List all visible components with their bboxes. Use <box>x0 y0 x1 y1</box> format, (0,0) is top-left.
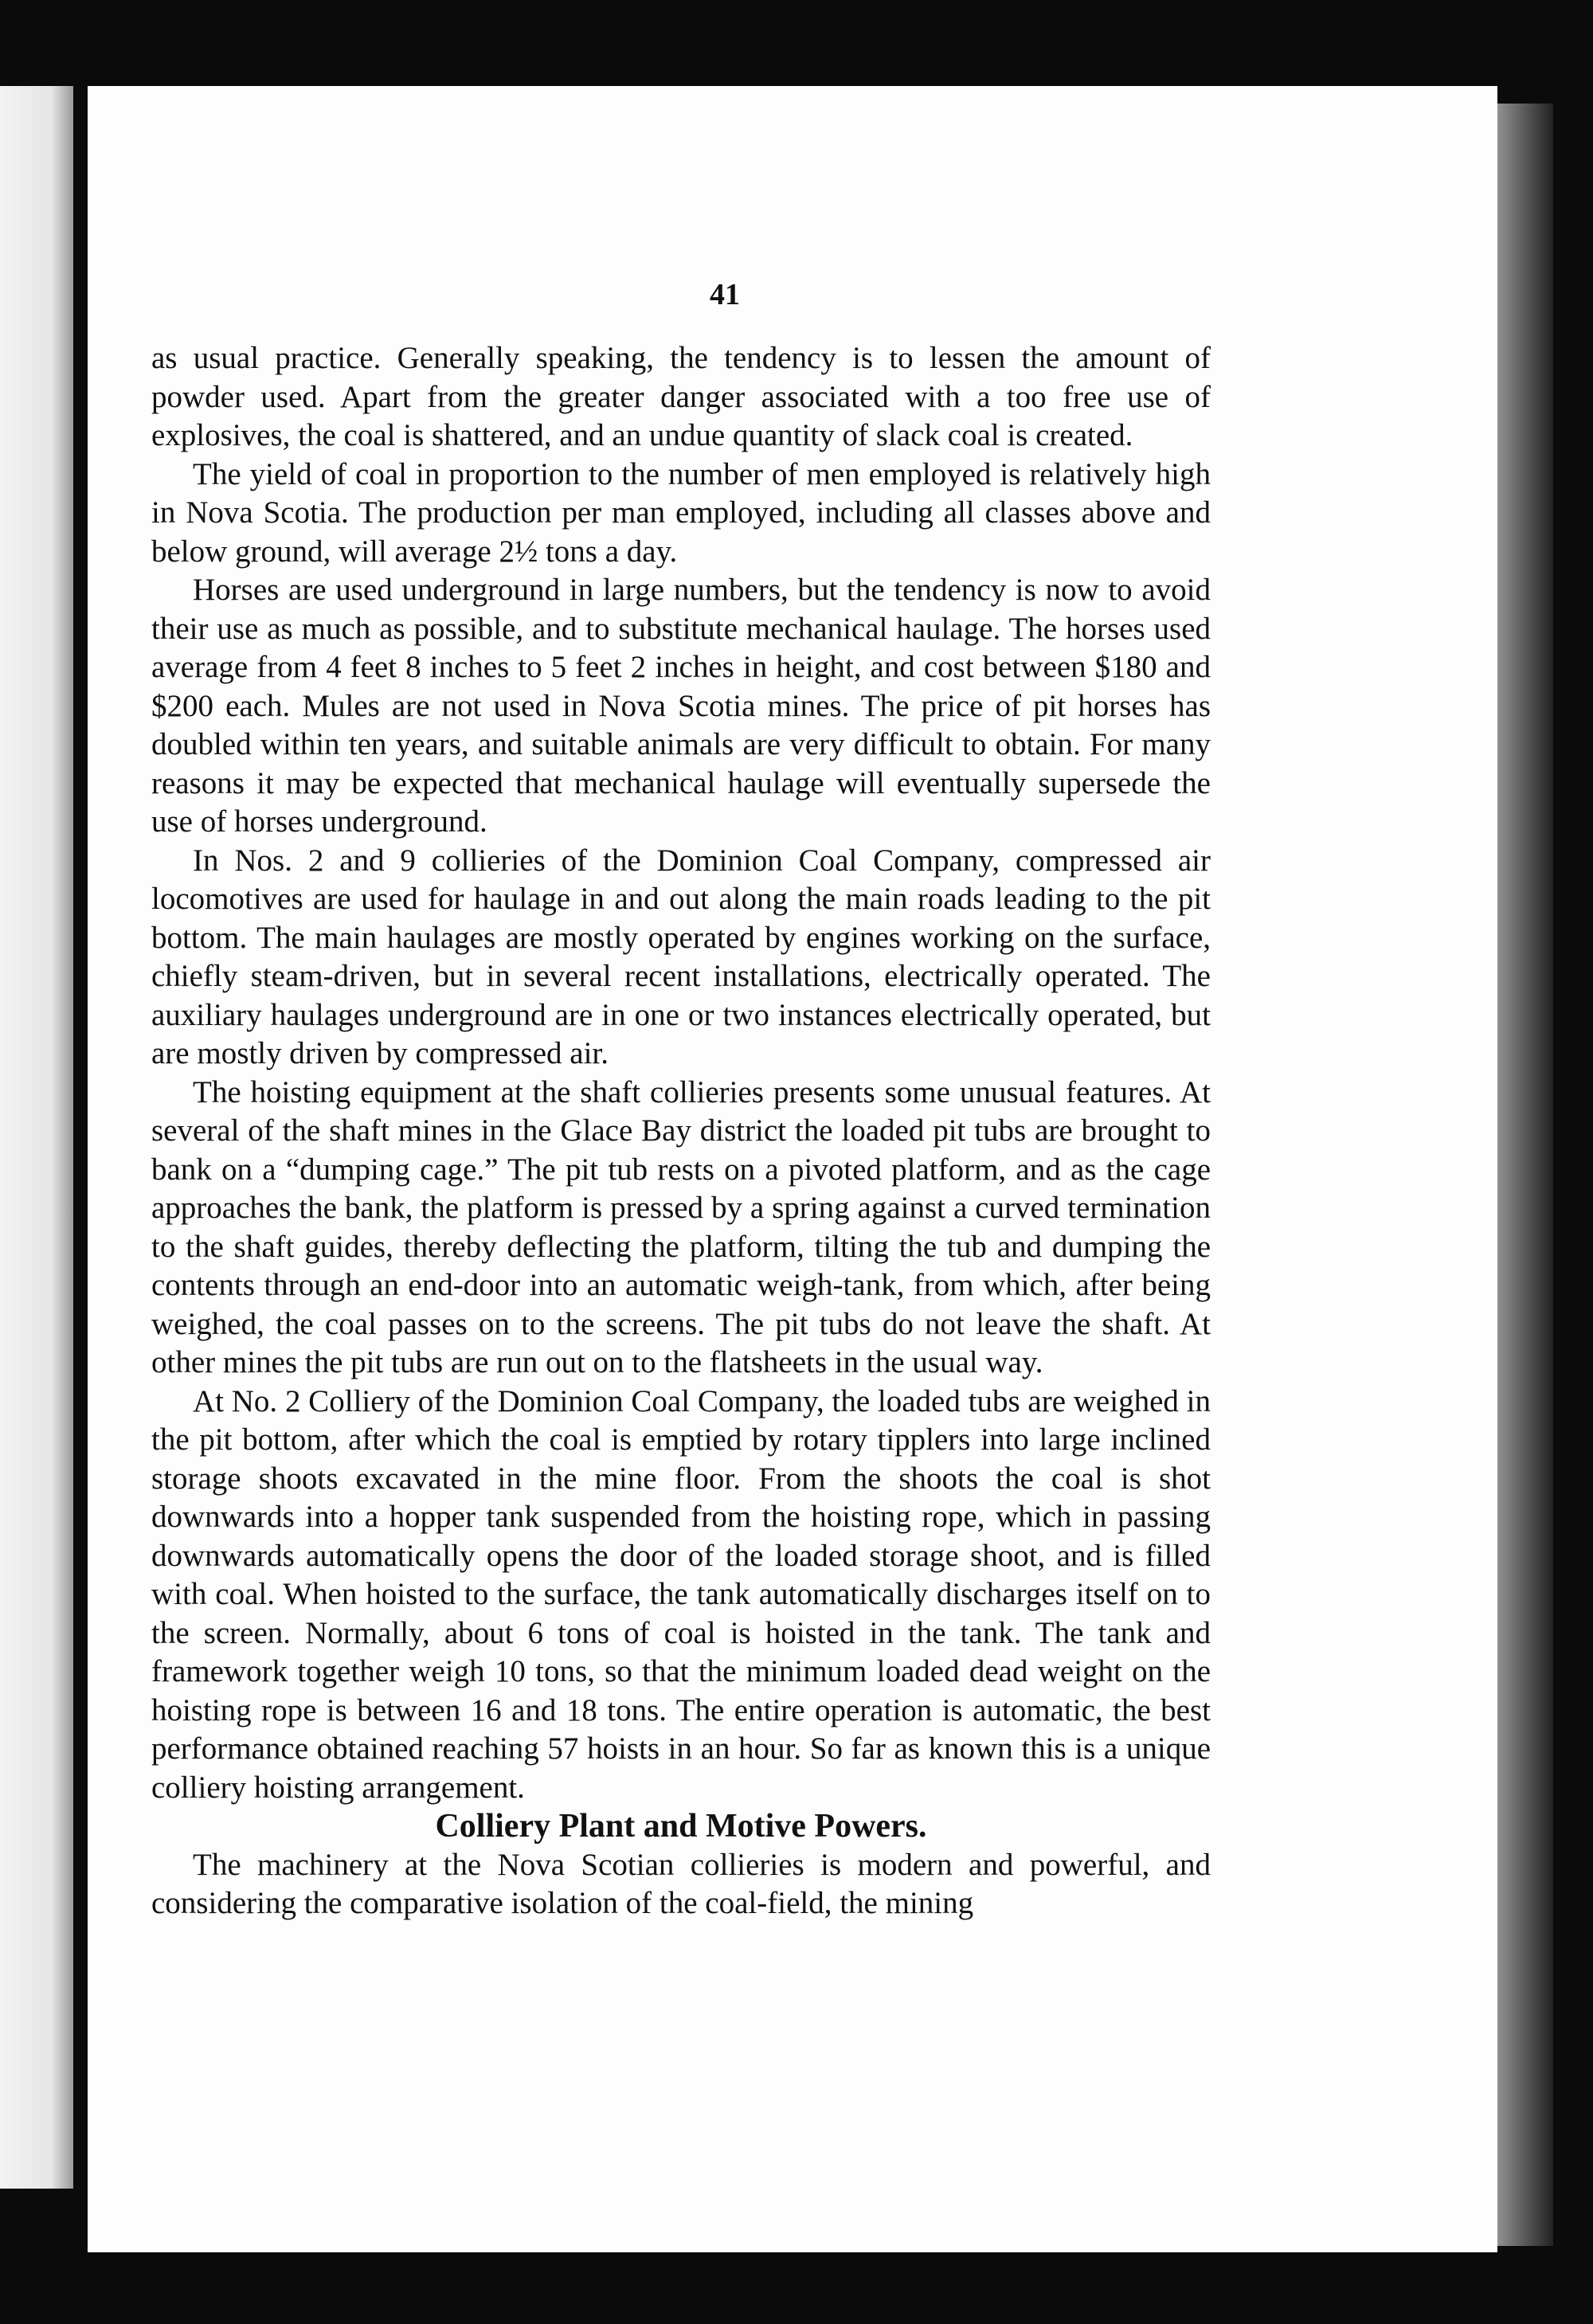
paragraph-7: The machinery at the Nova Scotian collieries is modern and powerful, and considering the comparative isolation of the coal-field, the mining <box>151 1847 1211 1920</box>
paragraph-2: The yield of coal in proportion to the number of men employed is relatively high in Nova Scotia. The production per man employed, including all classes above and below ground, will average 2½ tons a day. <box>151 456 1211 569</box>
paragraph-6: At No. 2 Colliery of the Dominion Coal Company, the loaded tubs are weighed in the pit bottom, after which the coal is emptied by rotary tipplers into large inclined storage shoots excavated in the mine floor. From the shoots the coal is shot downwards into a hopper tank suspended from the hoisting rope, which in passing downwards automatically opens the door of the loaded storage shoot, and is filled with coal. When hoisted to the surface, the tank automatically discharges itself on to the screen. Normally, about 6 tons of coal is hoisted in the tank. The tank and framework together weigh 10 tons, so that the minimum loaded dead weight on the hoisting rope is between 16 and 18 tons. The entire operation is automatic, the best performance obtained reaching 57 hoists in an hour. So far as known this is a unique colliery hoisting arrangement. <box>151 1383 1211 1805</box>
page-number: 41 <box>710 278 740 311</box>
paragraph-4: In Nos. 2 and 9 collieries of the Dominion Coal Company, compressed air locomotives are used for haulage in and out along the main roads leading to the pit bottom. The main haulages are mostly operated by engines working on the surface, chiefly steam-driven, but in several recent installations, electrically operated. The auxiliary haulages underground are in one or two instances electrically operated, but are mostly driven by compressed air. <box>151 843 1211 1070</box>
section-heading: Colliery Plant and Motive Powers. <box>435 1808 927 1845</box>
book-page <box>88 86 1497 2252</box>
page-text <box>151 339 1211 1923</box>
facing-page-edge <box>0 86 73 2189</box>
paragraph-1: as usual practice. Generally speaking, the tendency is to lessen the amount of powder used. Apart from the greater danger associated with a too free use of explosives, the coal is shattered, and an undue quantity of slack coal is created. <box>151 341 1211 452</box>
paragraph-3: Horses are used underground in large numbers, but the tendency is now to avoid their use as much as possible, and to substitute mechanical haulage. The horses used average from 4 feet 8 inches to 5 feet 2 inches in height, and cost between $180 and $200 each. Mules are not used in Nova Scotia mines. The price of pit horses has doubled within ten years, and suitable animals are very difficult to obtain. For many reasons it may be expected that mechanical haulage will eventually supersede the use of horses underground. <box>151 573 1211 839</box>
paragraph-5: The hoisting equipment at the shaft collieries presents some unusual features. At several of the shaft mines in the Glace Bay district the loaded pit tubs are brought to bank on a “dumping cage.” The pit tub rests on a pivoted platform, and as the cage approaches the bank, the platform is pressed by a spring against a curved termination to the shaft guides, thereby deflecting the platform, tilting the tub and dumping the contents through an end-door into an automatic weigh-tank, from which, after being weighed, the coal passes on to the screens. The pit tubs do not leave the shaft. At other mines the pit tubs are run out on to the flatsheets in the usual way. <box>151 1074 1211 1379</box>
